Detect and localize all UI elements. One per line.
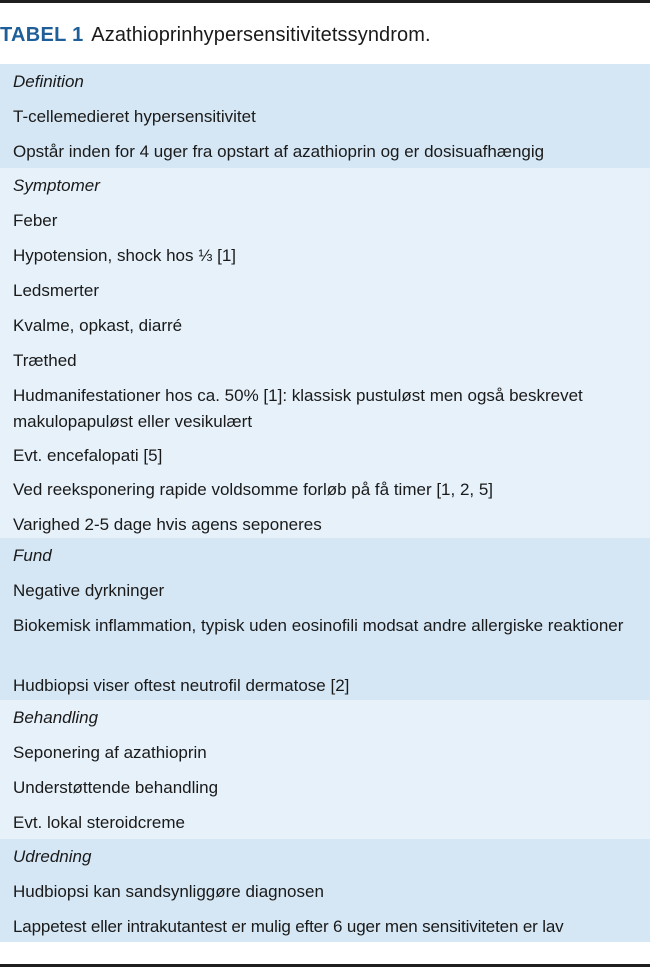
section-heading: Definition	[13, 72, 84, 91]
table-caption	[0, 20, 431, 50]
table-row: Varighed 2-5 dage hvis agens seponeres	[13, 515, 322, 534]
table-row: Feber	[13, 211, 58, 230]
table-row: Hudbiopsi kan sandsynliggøre diagnosen	[13, 882, 324, 901]
table-row: T-cellemedieret hypersensitivitet	[13, 107, 256, 126]
table-label: TABEL 1	[0, 24, 84, 46]
table-row: Hudmanifestationer hos ca. 50% [1]: klassisk pustuløst men også beskrevet makulopapuløst eller vesikulært	[13, 386, 583, 431]
table-row: Negative dyrkninger	[13, 581, 165, 600]
section-behandling	[0, 700, 650, 839]
section-fund	[0, 538, 650, 700]
section-udredning	[0, 839, 650, 942]
table	[0, 64, 650, 942]
section-heading: Behandling	[13, 708, 99, 727]
table-row: Ledsmerter	[13, 281, 99, 300]
table-row: Evt. lokal steroidcreme	[13, 813, 185, 832]
section-heading: Udredning	[13, 847, 92, 866]
section-heading: Fund	[13, 546, 52, 565]
top-rule	[0, 0, 650, 3]
table-row: Kvalme, opkast, diarré	[13, 316, 183, 335]
table-title: Azathioprinhypersensitivitetssyndrom.	[91, 24, 431, 46]
section-symptomer	[0, 168, 650, 538]
table-row: Opstår inden for 4 uger fra opstart af azathioprin og er dosisuafhængig	[13, 142, 545, 161]
table-row: Seponering af azathioprin	[13, 743, 207, 762]
section-heading: Symptomer	[13, 176, 100, 195]
table-row: Understøttende behandling	[13, 778, 219, 797]
table-row: Evt. encefalopati [5]	[13, 446, 163, 465]
section-definition	[0, 64, 650, 168]
table-row: Biokemisk inflammation, typisk uden eosinofili modsat andre allergiske reaktioner	[13, 616, 624, 635]
table-row: Ved reeksponering rapide voldsomme forløb på få timer [1, 2, 5]	[13, 480, 494, 499]
table-row: Hudbiopsi viser oftest neutrofil dermatose [2]	[13, 676, 350, 695]
table-row: Træthed	[13, 351, 77, 370]
table-row: Hypotension, shock hos ⅓ [1]	[13, 246, 237, 265]
table-row: Lappetest eller intrakutantest er mulig efter 6 uger men sensitiviteten er lav	[13, 917, 564, 936]
